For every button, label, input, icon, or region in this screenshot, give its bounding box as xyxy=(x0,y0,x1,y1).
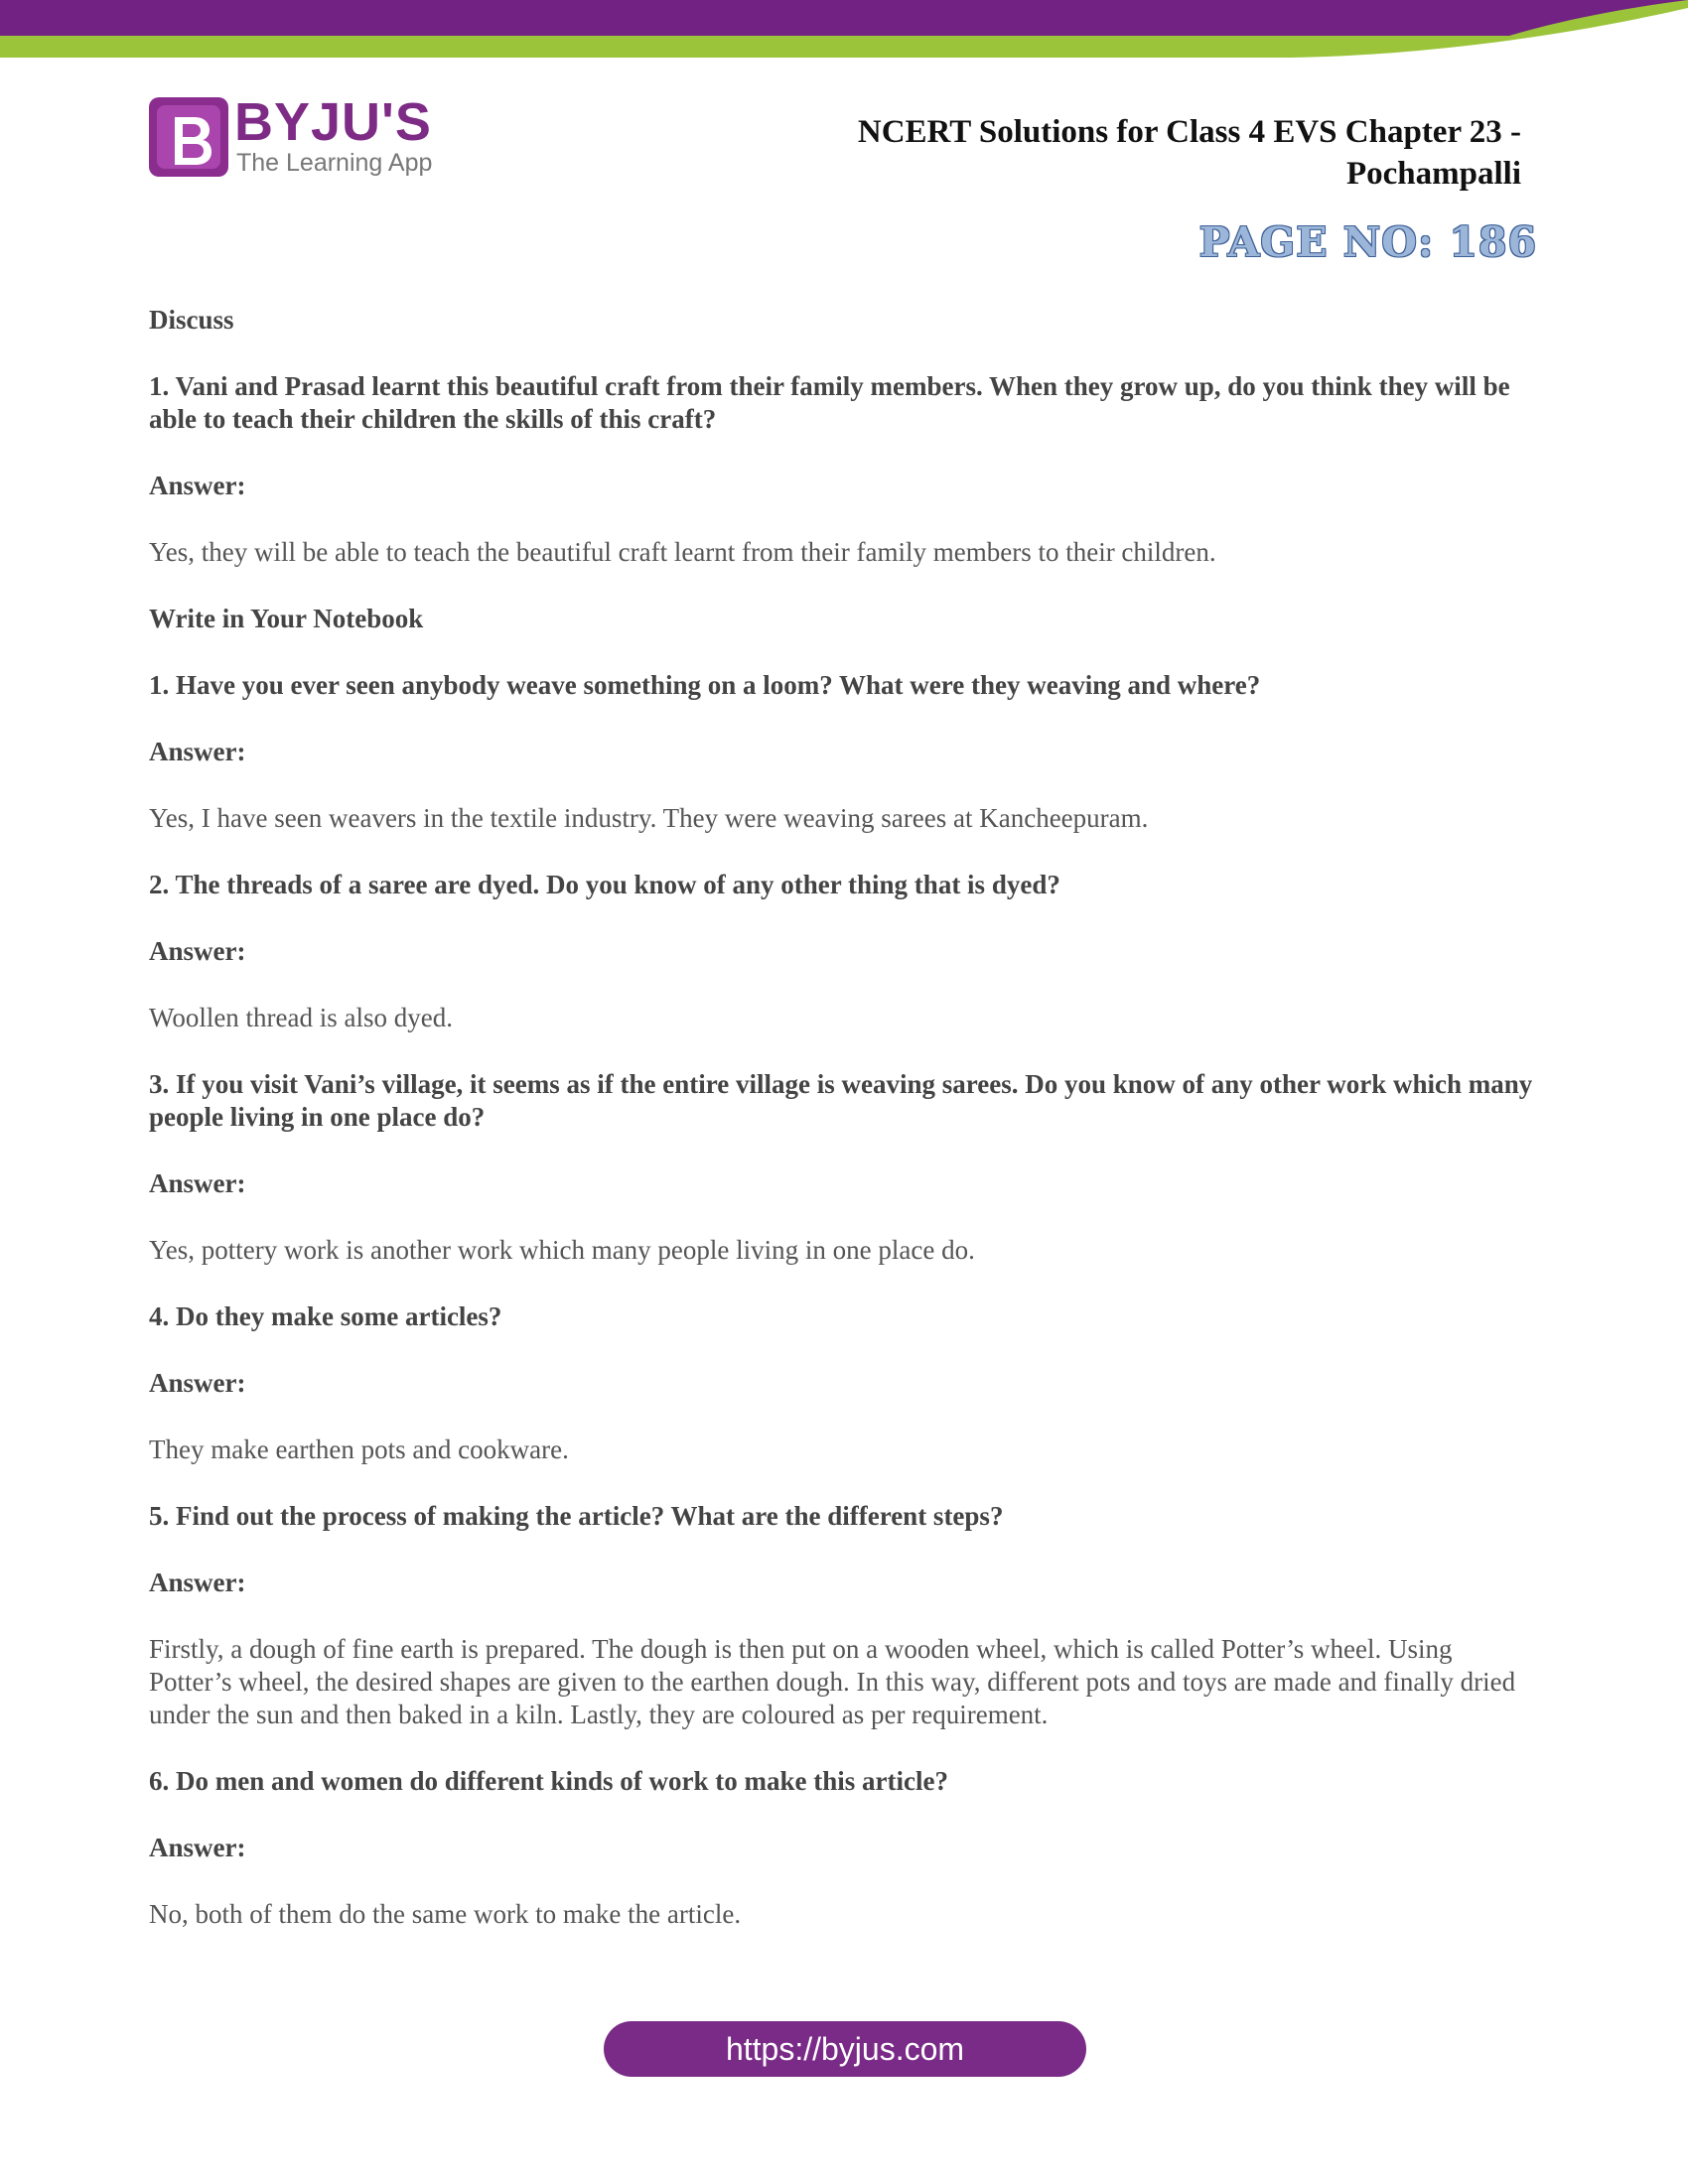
question-text: 1. Vani and Prasad learnt this beautiful craft from their family members. When they grow up, do you think they will be able to teach their children the skills of this craft? xyxy=(149,371,1510,434)
answer-label: Answer: xyxy=(149,1833,246,1862)
answer-text: Firstly, a dough of fine earth is prepared. The dough is then put on a wooden wheel, which is called Potter’s wheel. Using Potter’s wheel, the desired shapes are given to the earthen dough. In this way, different pots and toys are made and finally dried under the sun and then baked in a kiln. Lastly, they are coloured as per requirement. xyxy=(149,1634,1516,1729)
answer-text: Woollen thread is also dyed. xyxy=(149,1003,454,1032)
document-body xyxy=(149,304,1539,1965)
footer-url-link[interactable]: https://byjus.com xyxy=(604,2021,1086,2077)
answer-text: Yes, pottery work is another work which many people living in one place do. xyxy=(149,1235,975,1265)
answer-label: Answer: xyxy=(149,1568,246,1597)
byjus-b-icon xyxy=(149,97,228,177)
answer-label: Answer: xyxy=(149,1168,246,1198)
brand-name: BYJU'S xyxy=(234,92,432,152)
answer-label: Answer: xyxy=(149,1368,246,1398)
answer-label: Answer: xyxy=(149,471,246,500)
answer-text: They make earthen pots and cookware. xyxy=(149,1434,569,1464)
question-text: 1. Have you ever seen anybody weave something on a loom? What were they weaving and where? xyxy=(149,670,1261,700)
question-text: 3. If you visit Vani’s village, it seems as if the entire village is weaving sarees. Do you know of any other work which many people living in one place do? xyxy=(149,1069,1533,1132)
section-heading: Discuss xyxy=(149,305,234,335)
brand-tagline: The Learning App xyxy=(236,149,433,177)
top-decorative-band xyxy=(0,0,1688,60)
answer-text: No, both of them do the same work to make the article. xyxy=(149,1899,742,1929)
page-number: PAGE NO: 186 xyxy=(1198,218,1537,266)
section-heading: Write in Your Notebook xyxy=(149,604,424,633)
byjus-logo xyxy=(149,92,437,183)
document-title-line1: NCERT Solutions for Class 4 EVS Chapter 23 - xyxy=(857,114,1521,150)
question-text: 2. The threads of a saree are dyed. Do you know of any other thing that is dyed? xyxy=(149,870,1060,899)
answer-text: Yes, I have seen weavers in the textile industry. They were weaving sarees at Kancheepuram. xyxy=(149,803,1149,833)
answer-label: Answer: xyxy=(149,936,246,966)
question-text: 5. Find out the process of making the article? What are the different steps? xyxy=(149,1501,1004,1531)
answer-label: Answer: xyxy=(149,737,246,766)
document-title xyxy=(858,111,1521,195)
answer-text: Yes, they will be able to teach the beautiful craft learnt from their family members to their children. xyxy=(149,537,1216,567)
question-text: 6. Do men and women do different kinds of work to make this article? xyxy=(149,1766,948,1796)
question-text: 4. Do they make some articles? xyxy=(149,1301,502,1331)
document-title-line2: Pochampalli xyxy=(1345,156,1521,192)
